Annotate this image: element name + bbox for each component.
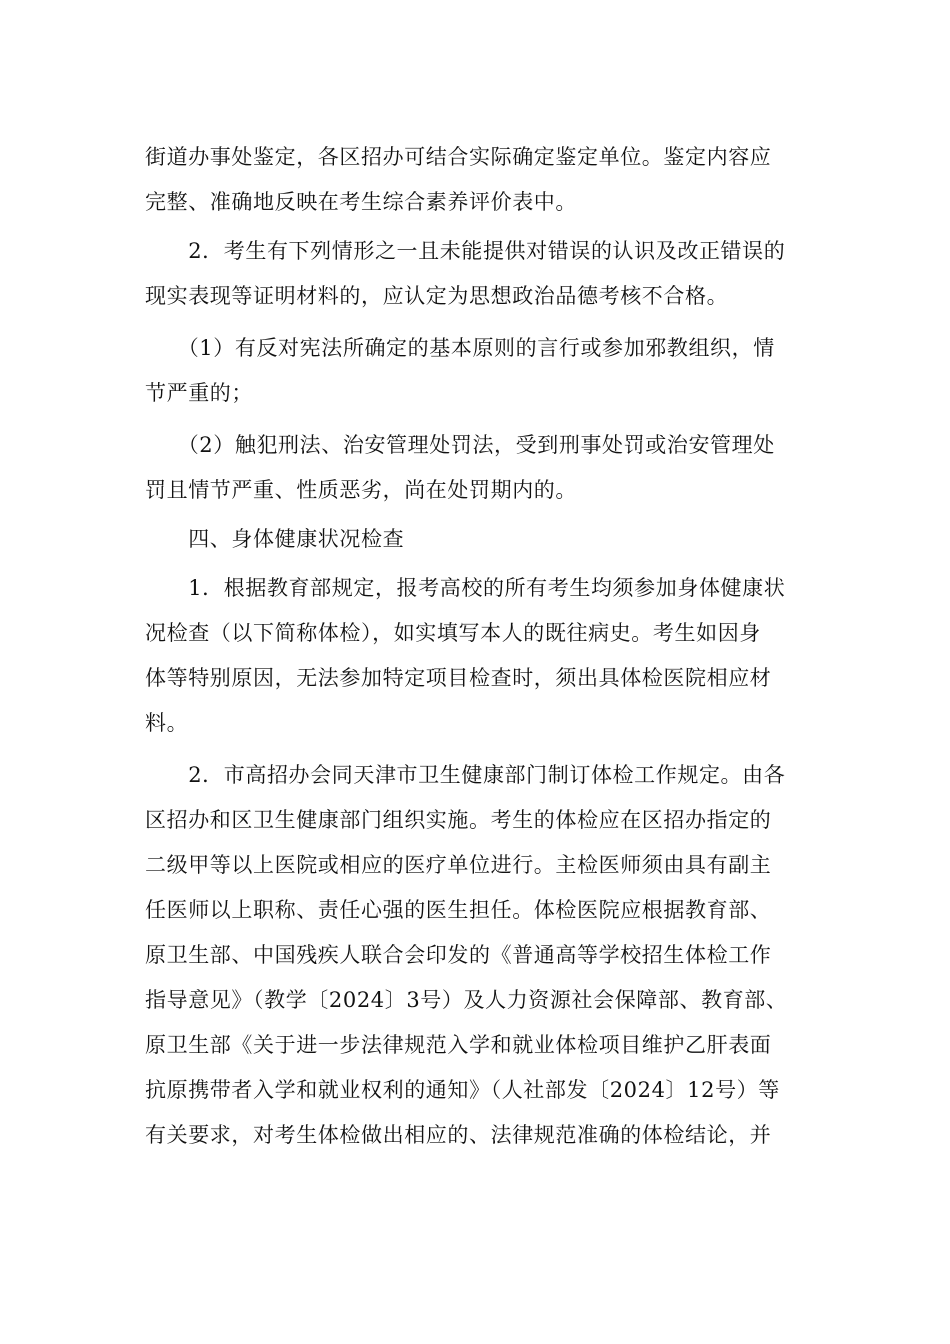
text-line: 体等特别原因，无法参加特定项目检查时，须出具体检医院相应材 xyxy=(145,666,772,690)
text-line: 完整、准确地反映在考生综合素养评价表中。 xyxy=(145,190,577,214)
text-line: 1．根据教育部规定，报考高校的所有考生均须参加身体健康状 xyxy=(145,576,786,600)
text-line: （2）触犯刑法、治安管理处罚法，受到刑事处罚或治安管理处 xyxy=(145,433,775,457)
text-line: 现实表现等证明材料的，应认定为思想政治品德考核不合格。 xyxy=(145,284,729,308)
text-line: 原卫生部、中国残疾人联合会印发的《普通高等学校招生体检工作 xyxy=(145,943,772,967)
text-line: 任医师以上职称、责任心强的医生担任。体检医院应根据教育部、 xyxy=(145,898,772,922)
text-line: 罚且情节严重、性质恶劣，尚在处罚期内的。 xyxy=(145,478,577,502)
document-body xyxy=(145,135,810,1158)
text-line: 有关要求，对考生体检做出相应的、法律规范准确的体检结论，并 xyxy=(145,1123,772,1147)
text-line: 指导意见》（教学〔2024〕3号）及人力资源社会保障部、教育部、 xyxy=(145,988,788,1012)
text-line: 街道办事处鉴定，各区招办可结合实际确定鉴定单位。鉴定内容应 xyxy=(145,145,772,169)
text-line: 原卫生部《关于进一步法律规范入学和就业体检项目维护乙肝表面 xyxy=(145,1033,772,1057)
text-line: 料。 xyxy=(145,711,189,735)
text-line: 2．考生有下列情形之一且未能提供对错误的认识及改正错误的 xyxy=(145,239,786,263)
text-line: 区招办和区卫生健康部门组织实施。考生的体检应在区招办指定的 xyxy=(145,808,772,832)
text-line: 抗原携带者入学和就业权利的通知》（人社部发〔2024〕12号）等 xyxy=(145,1078,780,1102)
text-line: 2．市高招办会同天津市卫生健康部门制订体检工作规定。由各 xyxy=(145,763,786,787)
text-line: 况检查（以下简称体检），如实填写本人的既往病史。考生如因身 xyxy=(145,621,761,645)
section-heading: 四、身体健康状况检查 xyxy=(145,527,405,551)
text-line: （1）有反对宪法所确定的基本原则的言行或参加邪教组织，情 xyxy=(145,336,775,360)
text-line: 二级甲等以上医院或相应的医疗单位进行。主检医师须由具有副主 xyxy=(145,853,772,877)
text-line: 节严重的； xyxy=(145,381,253,405)
